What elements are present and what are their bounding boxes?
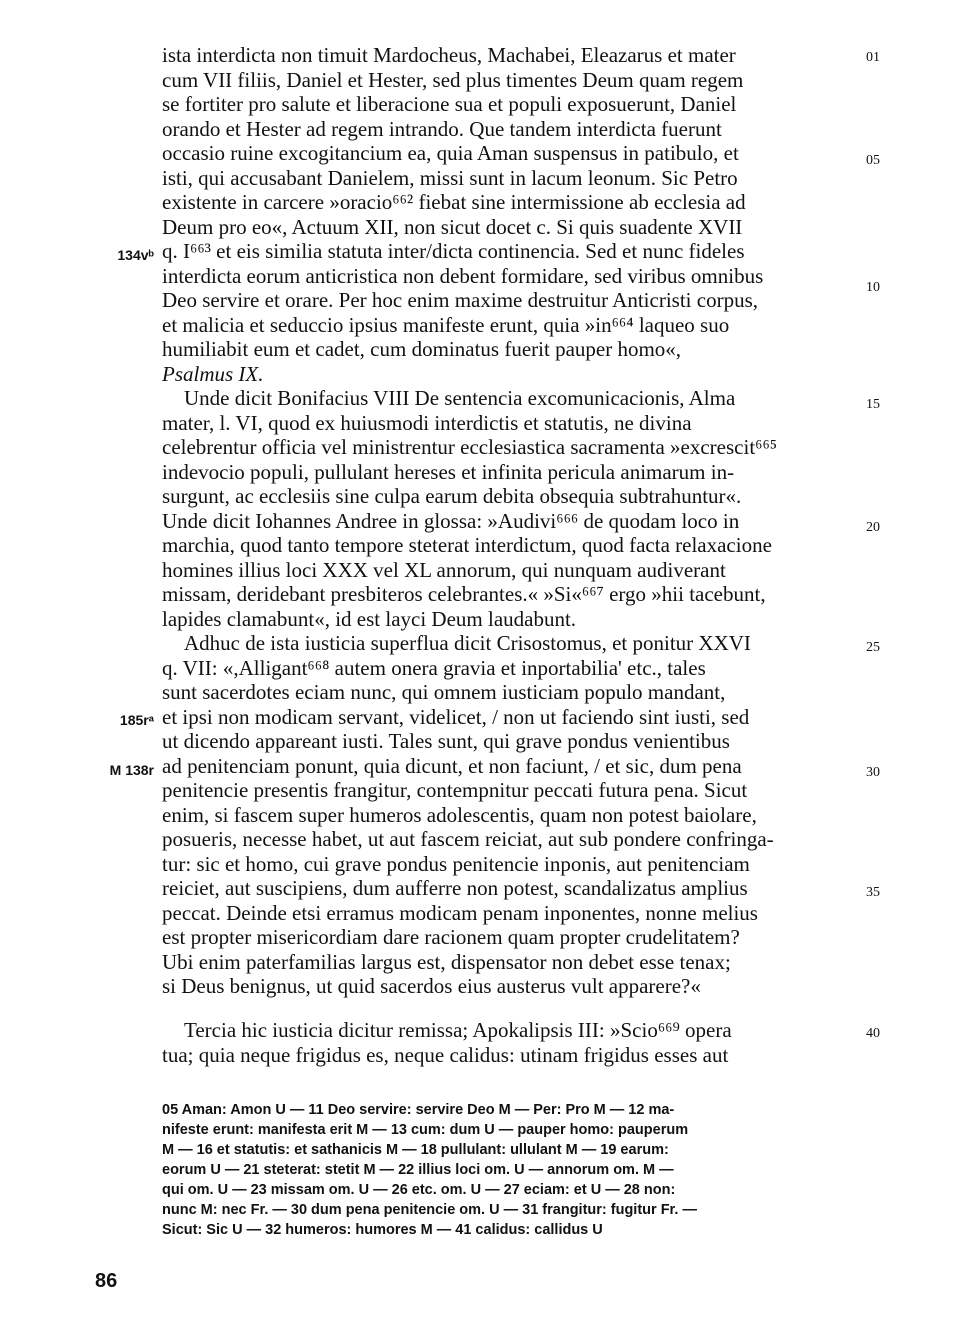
- text-line-2: cum VII filiis, Daniel et Hester, sed plus timentes Deum quam regem: [162, 67, 744, 92]
- text-line-3: se fortiter pro salute et liberacione sua et populi exposuerunt, Daniel: [162, 92, 737, 116]
- second-paragraph: [162, 1018, 860, 1067]
- apparatus-line-2: nifeste erunt: manifesta erit M — 13 cum: dum U — pauper homo: pauperum: [162, 1122, 689, 1138]
- main-text-block: [162, 43, 860, 999]
- text-line-21: marchia, quod tanto tempore steterat interdictum, quod facta relaxacione: [162, 533, 772, 557]
- text-line-7: existente in carcere »oracio⁶⁶² fiebat sine intermissione ab ecclesia ad: [162, 190, 746, 214]
- text-line-22: homines illius loci XXX vel XL annorum, qui nunquam audiverant: [162, 557, 726, 582]
- critical-apparatus: [162, 1100, 862, 1240]
- line-number-30: 30: [866, 765, 880, 780]
- text-line-19: surgunt, ac ecclesiis sine culpa earum debita obsequia subtrahuntur«.: [162, 484, 742, 508]
- text-line-16: mater, l. VI, quod ex huiusmodi interdictis et statutis, ne divina: [162, 410, 692, 435]
- line-number-35: 35: [866, 885, 880, 900]
- apparatus-line-3: M — 16 et statutis: et sathanicis M — 18 pullulant: ullulant M — 19 earum:: [162, 1142, 669, 1158]
- text-line-40: Tercia hic iusticia dicitur remissa; Apokalipsis III: »Scio⁶⁶⁹ opera: [184, 1018, 732, 1042]
- text-line-30: ad penitenciam ponunt, quia dicunt, et non faciunt, / et sic, dum pena: [162, 753, 742, 778]
- apparatus-line-4: eorum U — 21 steterat: stetit M — 22 illius loci om. U — annorum om. M —: [162, 1162, 674, 1178]
- text-line-33: posueris, necesse habet, ut aut fascem reiciat, aut sub pondere confringa-: [162, 827, 774, 851]
- folio-marker-134v: 134vᵇ: [117, 247, 154, 263]
- text-line-13: humiliabit eum et cadet, cum dominatus fuerit pauper homo«,: [162, 337, 682, 361]
- text-line-23: missam, deridebant presbiteros celebrantes.« »Si«⁶⁶⁷ ergo »hii tacebunt,: [162, 582, 766, 606]
- text-line-36: peccat. Deinde etsi erramus modicam penam inponentes, nonne melius: [162, 900, 758, 925]
- text-line-6: isti, qui accusabant Danielem, missi sunt in lacum leonum. Sic Petro: [162, 165, 738, 190]
- text-line-9: q. I⁶⁶³ et eis similia statuta inter/dicta continencia. Sed et nunc fideles: [162, 239, 745, 263]
- text-line-5: occasio ruine excogitancium ea, quia Aman suspensus in patibulo, et: [162, 141, 739, 165]
- text-line-15: Unde dicit Bonifacius VIII De sentencia excomunicacionis, Alma: [184, 386, 736, 410]
- line-number-05: 05: [866, 153, 880, 168]
- apparatus-line-6: nunc M: nec Fr. — 30 dum pena penitencie om. U — 31 frangitur: fugitur Fr. —: [162, 1202, 697, 1218]
- line-number-25: 25: [866, 640, 880, 655]
- text-line-35: reiciet, aut suscipiens, dum aufferre non potest, scandalizatus amplius: [162, 876, 748, 900]
- text-line-27: sunt sacerdotes eciam nunc, qui omnem iusticiam populo mandant,: [162, 680, 726, 704]
- text-line-31: penitencie presentis frangitur, contempnitur peccati futura pena. Sicut: [162, 778, 748, 802]
- folio-marker-185r: 185rᵃ: [119, 712, 154, 728]
- text-line-10: interdicta eorum anticristica non debent formidare, sed viribus omnibus: [162, 263, 764, 288]
- text-line-20: Unde dicit Iohannes Andree in glossa: »Audivi⁶⁶⁶ de quodam loco in: [162, 508, 740, 533]
- line-number-10: 10: [866, 280, 880, 295]
- page-number: 86: [95, 1270, 118, 1292]
- text-line-25: Adhuc de ista iusticia superflua dicit Crisostomus, et ponitur XXVI: [184, 631, 751, 655]
- line-number-01: 01: [866, 50, 880, 65]
- text-line-39: si Deus benignus, ut quid sacerdos eius austerus vult apparere?«: [162, 974, 701, 998]
- line-number-15: 15: [866, 397, 880, 412]
- text-line-4: orando et Hester ad regem intrando. Que tandem interdicta fuerunt: [162, 116, 722, 141]
- apparatus-line-1: 05 Aman: Amon U — 11 Deo servire: servire Deo M — Per: Pro M — 12 ma-: [162, 1102, 675, 1118]
- text-line-32: enim, si fascem super humeros adolescentis, quam non potest baiolare,: [162, 802, 757, 827]
- text-line-14: Psalmus IX.: [162, 361, 264, 386]
- text-line-37: est propter misericordiam dare racionem quam propter crudelitatem?: [162, 925, 740, 949]
- text-line-38: Ubi enim paterfamilias largus est, dispensator non debet esse tenax;: [162, 949, 731, 974]
- text-line-12: et malicia et seduccio ipsius manifeste erunt, quia »in⁶⁶⁴ laqueo suo: [162, 312, 730, 337]
- text-line-41: tua; quia neque frigidus es, neque calidus: utinam frigidus esses aut: [162, 1042, 729, 1067]
- text-line-18: indevocio populi, pullulant hereses et infinita pericula animarum in-: [162, 459, 735, 484]
- text-line-34: tur: sic et homo, cui grave pondus penitencie inponis, aut penitenciam: [162, 851, 750, 876]
- text-line-11: Deo servire et orare. Per hoc enim maxime destruitur Anticristi corpus,: [162, 288, 758, 312]
- line-number-20: 20: [866, 520, 880, 535]
- text-line-29: ut dicendo appareant iusti. Tales sunt, qui grave pondus venientibus: [162, 729, 730, 753]
- text-line-8: Deum pro eo«, Actuum XII, non sicut docet c. Si quis suadente XVII: [162, 214, 743, 239]
- apparatus-line-5: qui om. U — 23 missam om. U — 26 etc. om. U — 27 eciam: et U — 28 non:: [162, 1182, 676, 1198]
- folio-marker-m138r: M 138r: [109, 762, 154, 778]
- text-line-1: ista interdicta non timuit Mardocheus, Machabei, Eleazarus et mater: [162, 43, 736, 67]
- line-number-40: 40: [866, 1026, 880, 1041]
- text-line-24: lapides clamabunt«, id est layci Deum laudabunt.: [162, 606, 577, 631]
- text-line-26: q. VII: «,Alligant⁶⁶⁸ autem onera gravia et inportabilia' etc., tales: [162, 655, 706, 680]
- apparatus-line-7: Sicut: Sic U — 32 humeros: humores M — 41 calidus: callidus U: [162, 1222, 603, 1238]
- text-line-28: et ipsi non modicam servant, videlicet, / non ut faciendo sint iusti, sed: [162, 704, 750, 729]
- text-line-17: celebrentur officia vel ministrentur ecclesiastica sacramenta »excrescit⁶⁶⁵: [162, 435, 778, 459]
